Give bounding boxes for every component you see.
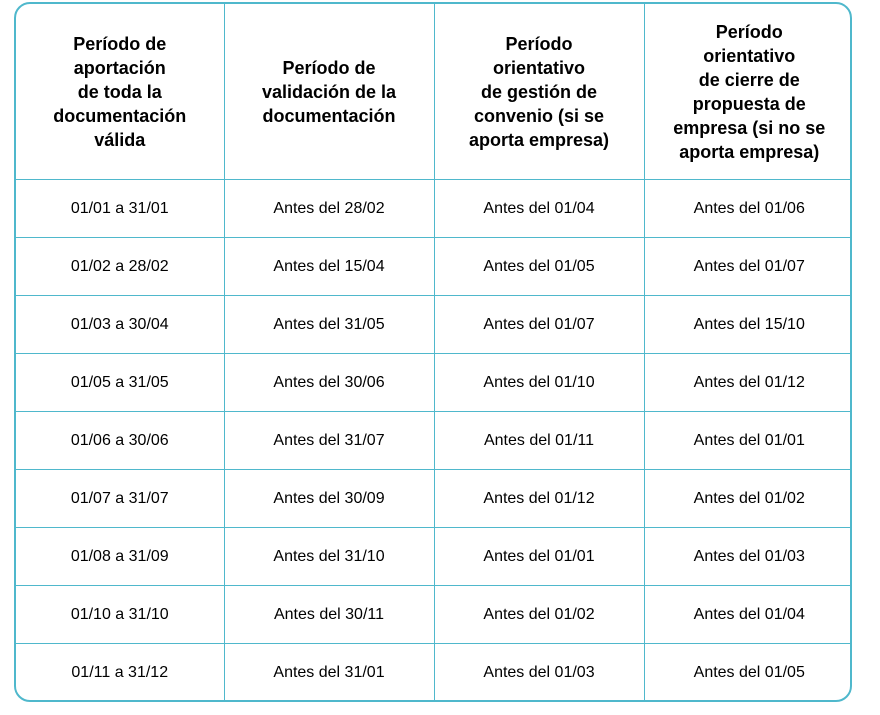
schedule-table-frame	[14, 2, 852, 702]
table-cell: Antes del 01/07	[644, 238, 852, 296]
table-cell: Antes del 15/10	[644, 296, 852, 354]
table-row	[16, 354, 852, 412]
table-cell: Antes del 01/05	[693, 663, 805, 681]
table-cell: Antes del 01/02	[434, 586, 644, 644]
schedule-table	[16, 4, 852, 701]
table-cell: Antes del 31/10	[224, 528, 434, 586]
table-cell: Antes del 01/01	[434, 528, 644, 586]
table-cell: 01/01 a 31/01	[16, 180, 224, 238]
table-row	[16, 644, 852, 702]
table-cell: Antes del 01/04	[644, 586, 852, 644]
table-cell: 01/06 a 30/06	[16, 412, 224, 470]
table-row	[16, 296, 852, 354]
table-row	[16, 528, 852, 586]
table-cell: Antes del 01/01	[644, 412, 852, 470]
table-cell: 01/07 a 31/07	[16, 470, 224, 528]
table-cell: Antes del 30/09	[224, 470, 434, 528]
table-cell: Antes del 28/02	[224, 180, 434, 238]
table-row	[16, 238, 852, 296]
table-cell: Antes del 01/03	[644, 528, 852, 586]
header-documentation-period: Período de aportación de toda la documentación válida	[16, 4, 224, 180]
table-cell: 01/11 a 31/12	[16, 644, 224, 702]
table-cell: 01/02 a 28/02	[16, 238, 224, 296]
table-cell: Antes del 01/07	[434, 296, 644, 354]
header-proposal-closing-period: Período orientativo de cierre de propuesta de empresa (si no se aporta empresa)	[644, 4, 852, 180]
table-cell: Antes del 01/02	[644, 470, 852, 528]
table-cell: Antes del 30/11	[224, 586, 434, 644]
table-cell: 01/10 a 31/10	[16, 586, 224, 644]
table-header-row	[16, 4, 852, 180]
table-cell: Antes del 01/03	[434, 644, 644, 702]
table-cell: Antes del 01/05	[434, 238, 644, 296]
table-row	[16, 412, 852, 470]
table-cell: Antes del 01/04	[434, 180, 644, 238]
table-cell: Antes del 01/11	[434, 412, 644, 470]
table-cell: Antes del 31/07	[224, 412, 434, 470]
table-cell: Antes del 01/10	[434, 354, 644, 412]
header-validation-period: Período de validación de la documentación	[224, 4, 434, 180]
table-cell: Antes del 30/06	[224, 354, 434, 412]
table-cell: Antes del 31/05	[224, 296, 434, 354]
table-cell: 01/05 a 31/05	[16, 354, 224, 412]
table-row	[16, 586, 852, 644]
table-row	[16, 180, 852, 238]
table-cell: 01/08 a 31/09	[16, 528, 224, 586]
header-agreement-period: Período orientativo de gestión de convenio (si se aporta empresa)	[434, 4, 644, 180]
table-cell: Antes del 01/12	[644, 354, 852, 412]
table-cell: Antes del 15/04	[224, 238, 434, 296]
table-cell: Antes del 31/01	[224, 644, 434, 702]
table-cell: 01/03 a 30/04	[16, 296, 224, 354]
table-row	[16, 470, 852, 528]
table-cell: Antes del 01/12	[434, 470, 644, 528]
table-cell: Antes del 01/06	[644, 180, 852, 238]
